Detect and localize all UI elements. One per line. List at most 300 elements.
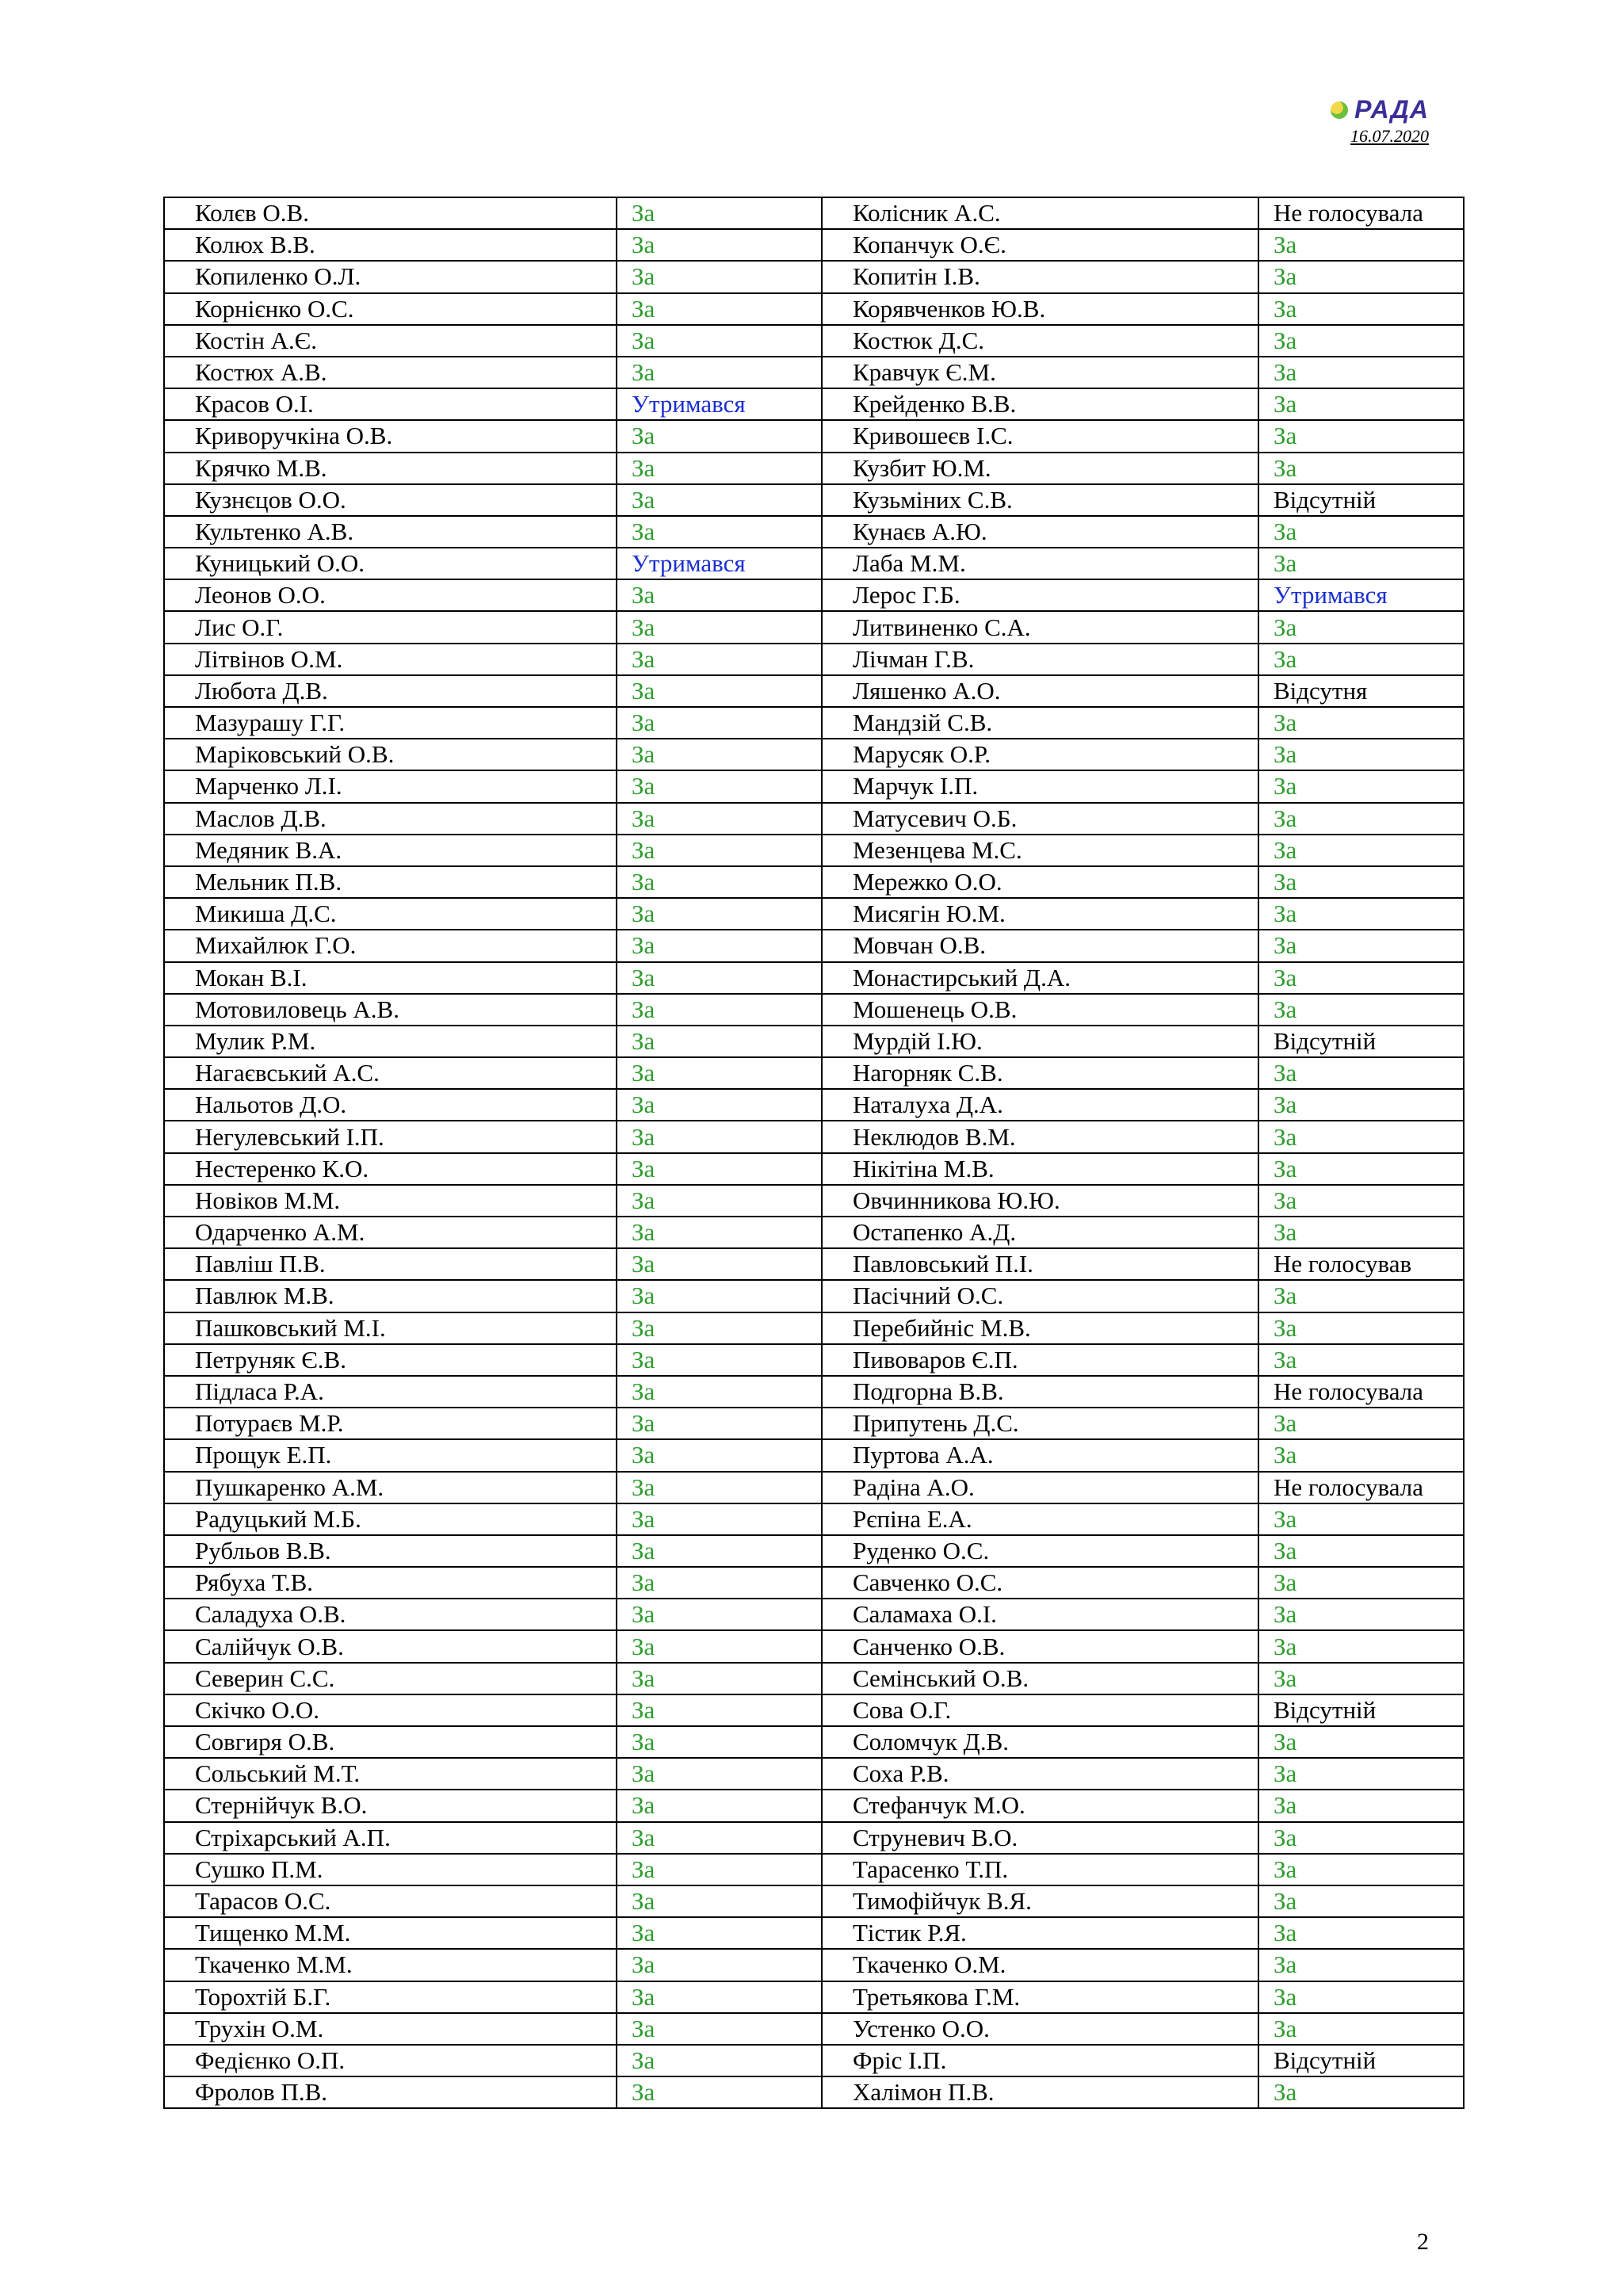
deputy-name-right: Устенко О.О. — [822, 2013, 1258, 2045]
vote-right: За — [1258, 229, 1464, 261]
vote-right: За — [1258, 1439, 1464, 1471]
deputy-name-left: Красов О.І. — [164, 388, 617, 420]
table-row — [164, 739, 1464, 770]
vote-left: За — [617, 803, 822, 835]
vote-left: За — [617, 453, 822, 484]
deputy-name-right: Марчук І.П. — [822, 770, 1258, 802]
deputy-name-left: Нальотов Д.О. — [164, 1089, 617, 1121]
vote-right: За — [1258, 325, 1464, 357]
deputy-name-right: Монастирський Д.А. — [822, 962, 1258, 994]
table-row — [164, 994, 1464, 1026]
table-row — [164, 675, 1464, 707]
vote-right: За — [1258, 866, 1464, 898]
deputy-name-right: Мурдій І.Ю. — [822, 1026, 1258, 1057]
vote-left: За — [617, 739, 822, 770]
vote-right: Утримався — [1258, 579, 1464, 611]
deputy-name-left: Куницький О.О. — [164, 548, 617, 579]
vote-left: За — [617, 866, 822, 898]
vote-left: За — [617, 1599, 822, 1630]
vote-left: За — [617, 1758, 822, 1790]
table-row — [164, 357, 1464, 388]
table-row — [164, 197, 1464, 229]
deputy-name-left: Тищенко М.М. — [164, 1917, 617, 1949]
vote-left: За — [617, 2013, 822, 2045]
vote-right: За — [1258, 2013, 1464, 2045]
deputy-name-right: Остапенко А.Д. — [822, 1217, 1258, 1248]
deputy-name-left: Павлюк М.В. — [164, 1280, 617, 1312]
page-number: 2 — [1417, 2229, 1429, 2255]
table-row — [164, 1917, 1464, 1949]
vote-left: За — [617, 1726, 822, 1758]
deputy-name-right: Костюк Д.С. — [822, 325, 1258, 357]
table-row — [164, 548, 1464, 579]
deputy-name-right: Мисягін Ю.М. — [822, 898, 1258, 930]
deputy-name-right: Копанчук О.Є. — [822, 229, 1258, 261]
vote-right: За — [1258, 516, 1464, 548]
deputy-name-left: Мулик Р.М. — [164, 1026, 617, 1057]
page-header — [1331, 95, 1429, 147]
vote-left: За — [617, 1376, 822, 1408]
deputy-name-right: Подгорна В.В. — [822, 1376, 1258, 1408]
table-row — [164, 770, 1464, 802]
rada-logo-text: РАДА — [1354, 95, 1429, 124]
vote-right: За — [1258, 1503, 1464, 1535]
deputy-name-right: Кривошеєв І.С. — [822, 420, 1258, 452]
vote-right: За — [1258, 739, 1464, 770]
vote-right: За — [1258, 1280, 1464, 1312]
rada-logo-icon — [1331, 101, 1348, 119]
vote-right: За — [1258, 1726, 1464, 1758]
deputy-name-right: Кузьміних С.В. — [822, 484, 1258, 516]
vote-left: За — [617, 1217, 822, 1248]
table-row — [164, 453, 1464, 484]
deputy-name-right: Мошенець О.В. — [822, 994, 1258, 1026]
deputy-name-left: Тарасов О.С. — [164, 1885, 617, 1917]
vote-right: За — [1258, 898, 1464, 930]
deputy-name-left: Маріковський О.В. — [164, 739, 617, 770]
deputy-name-right: Мандзій С.В. — [822, 707, 1258, 739]
deputy-name-left: Підласа Р.А. — [164, 1376, 617, 1408]
vote-right: За — [1258, 835, 1464, 866]
vote-right: За — [1258, 420, 1464, 452]
deputy-name-right: Руденко О.С. — [822, 1535, 1258, 1567]
deputy-name-left: Пашковський М.І. — [164, 1312, 617, 1344]
deputy-name-left: Леонов О.О. — [164, 579, 617, 611]
vote-right: За — [1258, 357, 1464, 388]
vote-right: За — [1258, 1822, 1464, 1854]
deputy-name-left: Колюх В.В. — [164, 229, 617, 261]
table-row — [164, 1854, 1464, 1885]
deputy-name-right: Припутень Д.С. — [822, 1408, 1258, 1439]
deputy-name-left: Колєв О.В. — [164, 197, 617, 229]
table-row — [164, 388, 1464, 420]
deputy-name-left: Северин С.С. — [164, 1663, 617, 1694]
vote-right: Не голосувала — [1258, 197, 1464, 229]
vote-right: За — [1258, 1917, 1464, 1949]
table-row — [164, 420, 1464, 452]
deputy-name-right: Савченко О.С. — [822, 1567, 1258, 1599]
deputy-name-right: Наталуха Д.А. — [822, 1089, 1258, 1121]
vote-right: За — [1258, 1599, 1464, 1630]
table-row — [164, 1344, 1464, 1376]
table-row — [164, 229, 1464, 261]
vote-right: За — [1258, 388, 1464, 420]
vote-right: За — [1258, 770, 1464, 802]
deputy-name-left: Рубльов В.В. — [164, 1535, 617, 1567]
table-row — [164, 1280, 1464, 1312]
deputy-name-left: Мокан В.І. — [164, 962, 617, 994]
deputy-name-right: Копитін І.В. — [822, 261, 1258, 292]
vote-right: За — [1258, 1663, 1464, 1694]
deputy-name-right: Рєпіна Е.А. — [822, 1503, 1258, 1535]
table-row — [164, 1599, 1464, 1630]
vote-left: За — [617, 1503, 822, 1535]
table-row — [164, 1694, 1464, 1726]
table-row — [164, 898, 1464, 930]
vote-left: За — [617, 293, 822, 325]
deputy-name-right: Семінський О.В. — [822, 1663, 1258, 1694]
vote-left: За — [617, 261, 822, 292]
deputy-name-left: Негулевський І.П. — [164, 1121, 617, 1152]
table-row — [164, 1439, 1464, 1471]
vote-left: За — [617, 707, 822, 739]
vote-right: За — [1258, 1057, 1464, 1089]
deputy-name-left: Совгиря О.В. — [164, 1726, 617, 1758]
vote-left: За — [617, 675, 822, 707]
table-row — [164, 1089, 1464, 1121]
deputy-name-left: Крячко М.В. — [164, 453, 617, 484]
vote-left: За — [617, 579, 822, 611]
vote-left: Утримався — [617, 388, 822, 420]
vote-right: За — [1258, 1121, 1464, 1152]
table-row — [164, 261, 1464, 292]
deputy-name-right: Неклюдов В.М. — [822, 1121, 1258, 1152]
deputy-name-left: Торохтій Б.Г. — [164, 1981, 617, 2013]
deputy-name-left: Нагаєвський А.С. — [164, 1057, 617, 1089]
table-row — [164, 293, 1464, 325]
vote-right: За — [1258, 1630, 1464, 1662]
vote-results-body — [164, 197, 1464, 2108]
table-row — [164, 1121, 1464, 1152]
vote-right: Не голосувала — [1258, 1472, 1464, 1503]
deputy-name-left: Скічко О.О. — [164, 1694, 617, 1726]
deputy-name-left: Культенко А.В. — [164, 516, 617, 548]
deputy-name-left: Стернійчук В.О. — [164, 1790, 617, 1821]
vote-right: Не голосував — [1258, 1248, 1464, 1280]
vote-left: За — [617, 1694, 822, 1726]
deputy-name-left: Копиленко О.Л. — [164, 261, 617, 292]
deputy-name-left: Салійчук О.В. — [164, 1630, 617, 1662]
table-row — [164, 2045, 1464, 2076]
document-date: 16.07.2020 — [1350, 126, 1429, 146]
vote-right: За — [1258, 548, 1464, 579]
table-row — [164, 1630, 1464, 1662]
deputy-name-left: Прощук Е.П. — [164, 1439, 617, 1471]
table-row — [164, 866, 1464, 898]
vote-left: За — [617, 1185, 822, 1217]
deputy-name-left: Потураєв М.Р. — [164, 1408, 617, 1439]
vote-left: За — [617, 1057, 822, 1089]
vote-right: За — [1258, 453, 1464, 484]
deputy-name-right: Мережко О.О. — [822, 866, 1258, 898]
vote-right: Відсутній — [1258, 1694, 1464, 1726]
deputy-name-right: Пасічний О.С. — [822, 1280, 1258, 1312]
deputy-name-right: Ляшенко А.О. — [822, 675, 1258, 707]
deputy-name-left: Рябуха Т.В. — [164, 1567, 617, 1599]
vote-left: За — [617, 1439, 822, 1471]
deputy-name-left: Стріхарський А.П. — [164, 1822, 617, 1854]
table-row — [164, 579, 1464, 611]
vote-right: За — [1258, 1854, 1464, 1885]
table-row — [164, 835, 1464, 866]
table-row — [164, 930, 1464, 961]
deputy-name-left: Одарченко А.М. — [164, 1217, 617, 1248]
deputy-name-right: Кравчук Є.М. — [822, 357, 1258, 388]
vote-right: За — [1258, 1185, 1464, 1217]
deputy-name-left: Пушкаренко А.М. — [164, 1472, 617, 1503]
table-row — [164, 1057, 1464, 1089]
deputy-name-left: Новіков М.М. — [164, 1185, 617, 1217]
table-row — [164, 1217, 1464, 1248]
vote-left: За — [617, 1121, 822, 1152]
table-row — [164, 1726, 1464, 1758]
table-row — [164, 1472, 1464, 1503]
vote-left: Утримався — [617, 548, 822, 579]
deputy-name-left: Микиша Д.С. — [164, 898, 617, 930]
deputy-name-left: Любота Д.В. — [164, 675, 617, 707]
deputy-name-left: Костін А.Є. — [164, 325, 617, 357]
vote-right: Відсутня — [1258, 675, 1464, 707]
deputy-name-right: Сова О.Г. — [822, 1694, 1258, 1726]
deputy-name-left: Мотовиловець А.В. — [164, 994, 617, 1026]
vote-left: За — [617, 930, 822, 961]
vote-right: За — [1258, 707, 1464, 739]
vote-left: За — [617, 1408, 822, 1439]
table-row — [164, 1535, 1464, 1567]
vote-left: За — [617, 1567, 822, 1599]
vote-right: За — [1258, 1981, 1464, 2013]
vote-left: За — [617, 1280, 822, 1312]
deputy-name-left: Марченко Л.І. — [164, 770, 617, 802]
vote-right: Не голосувала — [1258, 1376, 1464, 1408]
vote-left: За — [617, 1472, 822, 1503]
table-row — [164, 803, 1464, 835]
deputy-name-left: Мельник П.В. — [164, 866, 617, 898]
vote-right: За — [1258, 994, 1464, 1026]
deputy-name-left: Михайлюк Г.О. — [164, 930, 617, 961]
deputy-name-right: Перебийніс М.В. — [822, 1312, 1258, 1344]
vote-left: За — [617, 325, 822, 357]
deputy-name-left: Медяник В.А. — [164, 835, 617, 866]
vote-left: За — [617, 1535, 822, 1567]
vote-right: За — [1258, 1758, 1464, 1790]
vote-left: За — [617, 1663, 822, 1694]
deputy-name-right: Нагорняк С.В. — [822, 1057, 1258, 1089]
deputy-name-right: Нікітіна М.В. — [822, 1153, 1258, 1185]
vote-right: Відсутній — [1258, 484, 1464, 516]
table-row — [164, 2076, 1464, 2108]
table-row — [164, 1949, 1464, 1981]
vote-left: За — [617, 1917, 822, 1949]
vote-left: За — [617, 644, 822, 675]
deputy-name-right: Фріс І.П. — [822, 2045, 1258, 2076]
deputy-name-right: Санченко О.В. — [822, 1630, 1258, 1662]
deputy-name-right: Мовчан О.В. — [822, 930, 1258, 961]
deputy-name-right: Соломчук Д.В. — [822, 1726, 1258, 1758]
vote-right: За — [1258, 1949, 1464, 1981]
deputy-name-left: Федієнко О.П. — [164, 2045, 617, 2076]
vote-right: За — [1258, 1312, 1464, 1344]
table-row — [164, 1758, 1464, 1790]
vote-left: За — [617, 1790, 822, 1821]
deputy-name-right: Овчинникова Ю.Ю. — [822, 1185, 1258, 1217]
table-row — [164, 707, 1464, 739]
deputy-name-left: Трухін О.М. — [164, 2013, 617, 2045]
vote-right: За — [1258, 930, 1464, 961]
vote-left: За — [617, 962, 822, 994]
deputy-name-left: Лис О.Г. — [164, 611, 617, 643]
vote-left: За — [617, 1026, 822, 1057]
vote-right: За — [1258, 1344, 1464, 1376]
vote-left: За — [617, 1089, 822, 1121]
deputy-name-left: Кузнєцов О.О. — [164, 484, 617, 516]
deputy-name-left: Корнієнко О.С. — [164, 293, 617, 325]
vote-right: За — [1258, 293, 1464, 325]
deputy-name-right: Пуртова А.А. — [822, 1439, 1258, 1471]
table-row — [164, 1822, 1464, 1854]
vote-left: За — [617, 2045, 822, 2076]
deputy-name-left: Літвінов О.М. — [164, 644, 617, 675]
vote-right: За — [1258, 803, 1464, 835]
vote-left: За — [617, 1949, 822, 1981]
deputy-name-right: Третьякова Г.М. — [822, 1981, 1258, 2013]
deputy-name-left: Сушко П.М. — [164, 1854, 617, 1885]
vote-left: За — [617, 484, 822, 516]
vote-left: За — [617, 898, 822, 930]
table-row — [164, 1376, 1464, 1408]
table-row — [164, 1503, 1464, 1535]
deputy-name-right: Тістик Р.Я. — [822, 1917, 1258, 1949]
table-row — [164, 1026, 1464, 1057]
deputy-name-right: Крейденко В.В. — [822, 388, 1258, 420]
vote-left: За — [617, 1854, 822, 1885]
deputy-name-right: Радіна А.О. — [822, 1472, 1258, 1503]
vote-left: За — [617, 2076, 822, 2108]
deputy-name-left: Нестеренко К.О. — [164, 1153, 617, 1185]
vote-right: Відсутній — [1258, 2045, 1464, 2076]
vote-left: За — [617, 357, 822, 388]
deputy-name-right: Тарасенко Т.П. — [822, 1854, 1258, 1885]
vote-left: За — [617, 1981, 822, 2013]
table-row — [164, 1185, 1464, 1217]
vote-right: За — [1258, 2076, 1464, 2108]
table-row — [164, 325, 1464, 357]
vote-left: За — [617, 1630, 822, 1662]
deputy-name-right: Пивоваров Є.П. — [822, 1344, 1258, 1376]
vote-right: За — [1258, 1535, 1464, 1567]
deputy-name-right: Халімон П.В. — [822, 2076, 1258, 2108]
deputy-name-left: Криворучкіна О.В. — [164, 420, 617, 452]
vote-left: За — [617, 835, 822, 866]
vote-left: За — [617, 1344, 822, 1376]
vote-right: За — [1258, 1408, 1464, 1439]
table-row — [164, 1663, 1464, 1694]
vote-right: За — [1258, 1153, 1464, 1185]
table-row — [164, 1408, 1464, 1439]
vote-right: За — [1258, 1217, 1464, 1248]
vote-left: За — [617, 1248, 822, 1280]
deputy-name-right: Струневич В.О. — [822, 1822, 1258, 1854]
deputy-name-right: Литвиненко С.А. — [822, 611, 1258, 643]
table-row — [164, 516, 1464, 548]
table-row — [164, 611, 1464, 643]
deputy-name-right: Лічман Г.В. — [822, 644, 1258, 675]
deputy-name-right: Стефанчук М.О. — [822, 1790, 1258, 1821]
vote-left: За — [617, 770, 822, 802]
deputy-name-right: Кунаєв А.Ю. — [822, 516, 1258, 548]
deputy-name-left: Ткаченко М.М. — [164, 1949, 617, 1981]
vote-left: За — [617, 516, 822, 548]
table-row — [164, 644, 1464, 675]
table-row — [164, 2013, 1464, 2045]
table-row — [164, 1567, 1464, 1599]
vote-left: За — [617, 1312, 822, 1344]
deputy-name-right: Соха Р.В. — [822, 1758, 1258, 1790]
deputy-name-right: Лерос Г.Б. — [822, 579, 1258, 611]
deputy-name-right: Саламаха О.І. — [822, 1599, 1258, 1630]
deputy-name-right: Колісник А.С. — [822, 197, 1258, 229]
vote-right: За — [1258, 261, 1464, 292]
table-row — [164, 484, 1464, 516]
deputy-name-right: Кузбит Ю.М. — [822, 453, 1258, 484]
deputy-name-right: Мезенцева М.С. — [822, 835, 1258, 866]
vote-right: За — [1258, 1567, 1464, 1599]
deputy-name-right: Тимофійчук В.Я. — [822, 1885, 1258, 1917]
vote-right: За — [1258, 644, 1464, 675]
vote-right: Відсутній — [1258, 1026, 1464, 1057]
deputy-name-left: Маслов Д.В. — [164, 803, 617, 835]
table-row — [164, 1153, 1464, 1185]
table-row — [164, 962, 1464, 994]
table-row — [164, 1790, 1464, 1821]
deputy-name-left: Мазурашу Г.Г. — [164, 707, 617, 739]
deputy-name-left: Саладуха О.В. — [164, 1599, 617, 1630]
table-row — [164, 1248, 1464, 1280]
deputy-name-right: Марусяк О.Р. — [822, 739, 1258, 770]
deputy-name-left: Сольський М.Т. — [164, 1758, 617, 1790]
vote-left: За — [617, 611, 822, 643]
deputy-name-right: Лаба М.М. — [822, 548, 1258, 579]
deputy-name-right: Матусевич О.Б. — [822, 803, 1258, 835]
deputy-name-left: Радуцький М.Б. — [164, 1503, 617, 1535]
table-row — [164, 1885, 1464, 1917]
deputy-name-right: Павловський П.І. — [822, 1248, 1258, 1280]
vote-left: За — [617, 1153, 822, 1185]
vote-left: За — [617, 229, 822, 261]
deputy-name-left: Петруняк Є.В. — [164, 1344, 617, 1376]
vote-left: За — [617, 1885, 822, 1917]
table-row — [164, 1981, 1464, 2013]
vote-left: За — [617, 994, 822, 1026]
deputy-name-left: Фролов П.В. — [164, 2076, 617, 2108]
vote-left: За — [617, 1822, 822, 1854]
rada-logo — [1331, 95, 1429, 124]
vote-right: За — [1258, 611, 1464, 643]
vote-right: За — [1258, 962, 1464, 994]
table-row — [164, 1312, 1464, 1344]
vote-right: За — [1258, 1790, 1464, 1821]
vote-right: За — [1258, 1089, 1464, 1121]
